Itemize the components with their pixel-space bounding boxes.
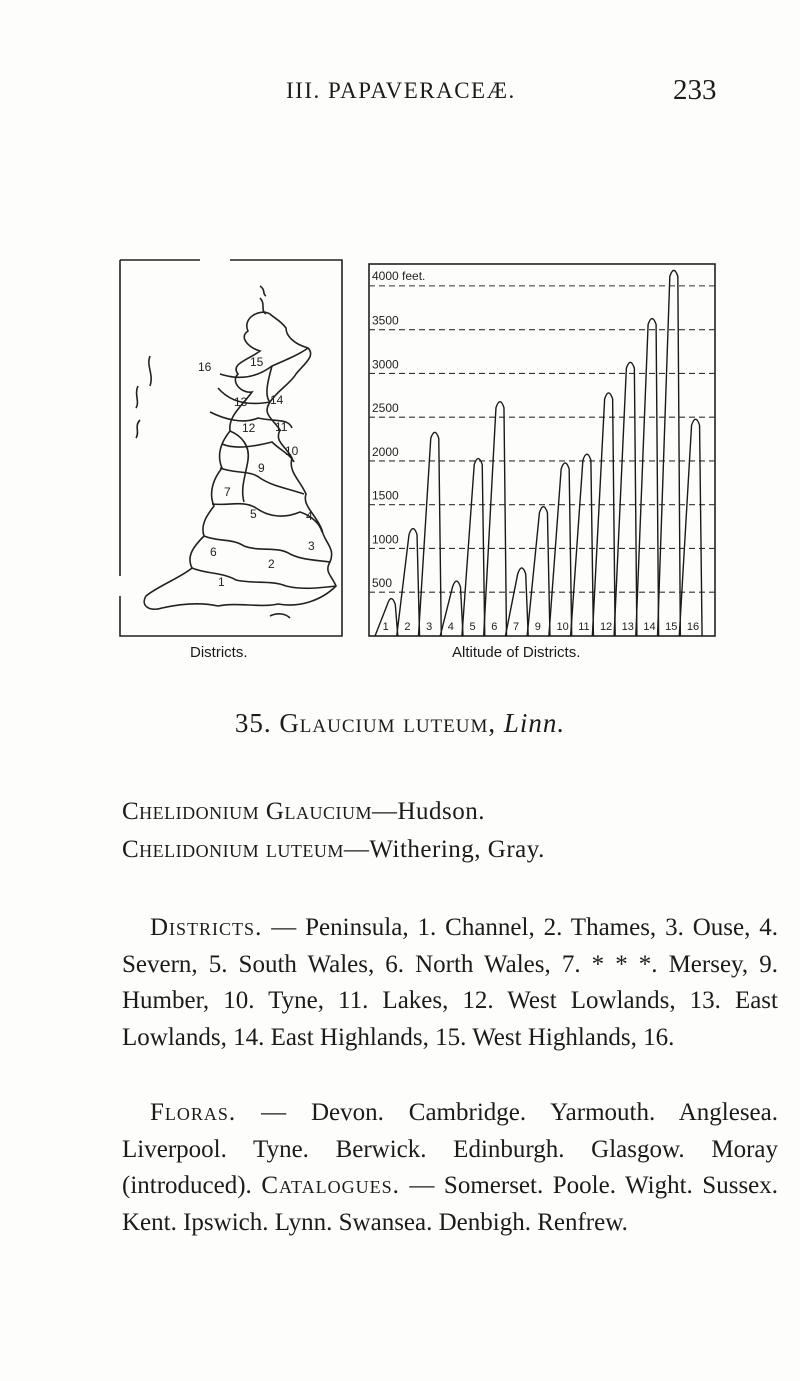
svg-text:14: 14 — [270, 393, 284, 407]
synonym-name: Chelidonium luteum — [122, 836, 344, 863]
map-caption: Districts. — [190, 644, 248, 661]
district-label: 11 — [578, 621, 590, 633]
floras-text: — Devon. Cambridge. Yarmouth. Anglesea. Liverpool. Tyne. Berwick. Edinburgh. Glasgow. Moray (introduced). — [122, 1099, 779, 1199]
y-tick-label: 1000 — [372, 532, 399, 547]
running-title: III. PAPAVERACEÆ. — [286, 78, 516, 103]
svg-text:12: 12 — [242, 421, 256, 435]
y-tick-label: 3500 — [372, 313, 399, 328]
chart-unit-label: 4000 feet. — [372, 268, 426, 283]
district-altitude-mark — [614, 362, 637, 636]
svg-text:1: 1 — [218, 575, 225, 589]
district-altitude-mark — [658, 270, 681, 636]
districts-paragraph — [122, 910, 778, 1056]
synonym-dash: — — [343, 836, 370, 863]
floras-paragraph — [122, 1095, 778, 1241]
district-label: 2 — [404, 621, 411, 633]
species-heading — [0, 708, 800, 739]
y-tick-label: 2000 — [372, 444, 399, 459]
y-tick-label: 3000 — [372, 357, 399, 372]
chart-frame — [369, 264, 715, 636]
district-label: 15 — [665, 621, 678, 633]
synonym-authority: Hudson. — [397, 798, 486, 825]
svg-text:15: 15 — [250, 355, 264, 369]
district-altitude-mark — [397, 529, 420, 636]
district-label: 4 — [447, 621, 454, 633]
synonym-authority: Withering, Gray. — [369, 836, 545, 863]
district-altitude-mark — [549, 463, 572, 636]
district-label: 9 — [534, 621, 541, 633]
svg-text:5: 5 — [250, 507, 257, 521]
floras-label: Floras. — [150, 1099, 237, 1126]
chart-caption: Altitude of Districts. — [452, 644, 581, 661]
districts-text: — Peninsula, 1. Channel, 2. Thames, 3. Ouse, 4. Severn, 5. South Wales, 6. North Wales, 7. * * *. Mersey, 9. Humber, 10. Tyne, 11. Lakes, 12. West Lowlands, 13. East Lowlands, 14. East Highlands, 15. West Highlands, 16. — [122, 914, 778, 1051]
y-tick-label: 500 — [372, 576, 393, 591]
svg-text:4: 4 — [306, 509, 313, 523]
figure — [0, 240, 800, 680]
y-tick-label: 2500 — [372, 401, 399, 416]
page-header — [0, 74, 800, 114]
page-number: 233 — [673, 74, 717, 106]
svg-text:7: 7 — [224, 485, 231, 499]
svg-text:13: 13 — [234, 395, 248, 409]
svg-text:11: 11 — [275, 420, 288, 434]
svg-text:6: 6 — [210, 545, 217, 559]
svg-text:3: 3 — [308, 539, 315, 553]
district-label: 6 — [491, 621, 498, 633]
catalogues-text: — Somerset. Poole. Wight. Sussex. Kent. Ipswich. Lynn. Swansea. Denbigh. Renfrew. — [122, 1172, 779, 1236]
species-name: Glaucium luteum, — [279, 708, 497, 738]
district-label: 3 — [426, 621, 433, 633]
district-altitude-mark — [462, 459, 485, 636]
district-label: 1 — [382, 621, 389, 633]
synonym-line — [122, 798, 485, 826]
altitude-chart — [355, 256, 735, 656]
district-label: 10 — [556, 621, 569, 633]
district-altitude-mark — [592, 393, 615, 636]
species-author: Linn. — [503, 708, 566, 738]
district-label: 7 — [513, 621, 520, 633]
district-label: 14 — [643, 621, 656, 633]
synonym-name: Chelidonium Glaucium — [122, 798, 372, 825]
district-altitude-mark — [679, 419, 702, 636]
district-label: 5 — [469, 621, 476, 633]
district-altitude-mark — [484, 402, 507, 636]
districts-label: Districts. — [150, 914, 263, 941]
district-altitude-mark — [636, 319, 659, 636]
catalogues-label: Catalogues. — [261, 1172, 400, 1199]
district-altitude-mark — [418, 432, 441, 636]
district-map — [110, 256, 350, 656]
svg-text:9: 9 — [258, 461, 265, 475]
district-altitude-mark — [571, 454, 594, 636]
district-altitude-mark — [527, 507, 550, 636]
species-number: 35. — [234, 708, 272, 738]
district-label: 12 — [599, 621, 613, 633]
y-tick-label: 1500 — [372, 488, 399, 503]
district-label: 16 — [686, 621, 700, 633]
svg-text:16: 16 — [198, 360, 212, 374]
synonym-dash: — — [371, 798, 398, 825]
svg-text:2: 2 — [268, 557, 275, 571]
synonym-line — [122, 836, 545, 864]
district-label: 13 — [621, 621, 634, 633]
svg-text:10: 10 — [285, 444, 299, 458]
